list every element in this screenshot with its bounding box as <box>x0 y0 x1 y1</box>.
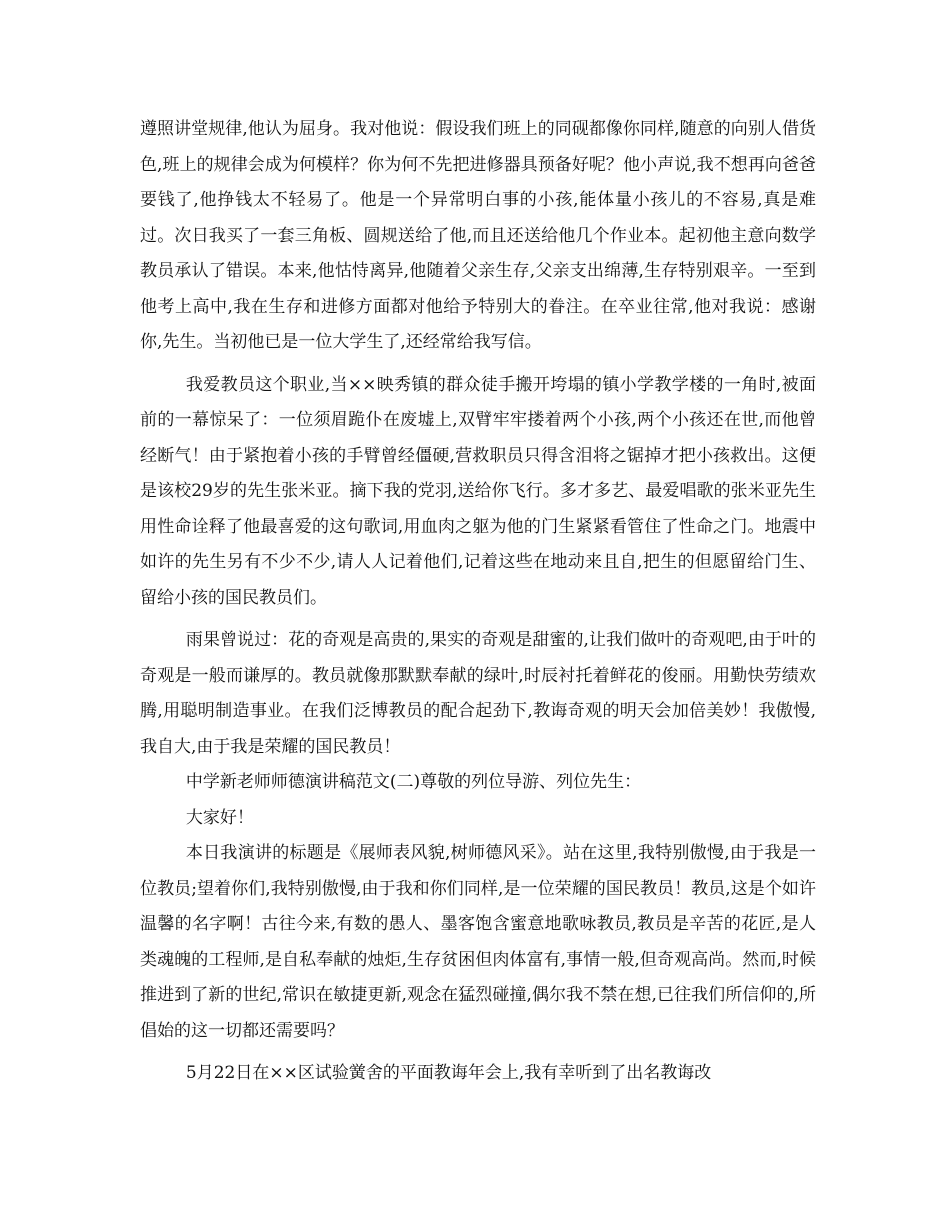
paragraph-1: 遵照讲堂规律,他认为屈身。我对他说：假设我们班上的同砚都像你同样,随意的向别人借货色,班上的规律会成为何模样？你为何不先把进修器具预备好呢？他小声说,我不想再向爸爸要钱了,他挣钱太不轻易了。他是一个异常明白事的小孩,能体量小孩儿的不容易,真是难过。次日我买了一套三角板、圆规送给了他,而且还送给他几个作业本。起初他主意向数学教员承认了错误。本来,他怙恃离异,他随着父亲生存,父亲支出绵薄,生存特别艰辛。一至到他考上高中,我在生存和进修方面都对他给予特别大的眷注。在卒业往常,他对我说：感谢你,先生。当初他已是一位大学生了,还经常给我写信。 <box>140 119 816 352</box>
paragraph-2: 我爱教员这个职业,当××映秀镇的群众徒手搬开垮塌的镇小学教学楼的一角时,被面前的一幕惊呆了：一位须眉跪仆在废墟上,双臂牢牢搂着两个小孩,两个小孩还在世,而他曾经断气！由于紧抱着小孩的手臂曾经僵硬,营救职员只得含泪将之锯掉才把小孩救出。这便是该校29岁的先生张米亚。摘下我的党羽,送给你飞行。多才多艺、最爱唱歌的张米亚先生用性命诠释了他最喜爱的这句歌词,用血肉之躯为他的门生紧紧看管住了性命之门。地震中如许的先生另有不少不少,请人人记着他们,记着这些在地动来且自,把生的但愿留给门生、留给小孩的国民教员们。 <box>140 374 816 608</box>
paragraph-7: 5月22日在××区试验黉舍的平面教诲年会上,我有幸听到了出名教诲改 <box>185 1063 712 1083</box>
paragraph-5: 大家好！ <box>185 807 254 828</box>
paragraph-4: 中学新老师师德演讲稿范文(二)尊敬的列位导游、列位先生： <box>185 772 642 792</box>
paragraph-3: 雨果曾说过：花的奇观是高贵的,果实的奇观是甜蜜的,让我们做叶的奇观吧,由于叶的奇观是一般而谦厚的。教员就像那默默奉献的绿叶,时辰衬托着鲜花的俊丽。用勤快劳绩欢腾,用聪明制造事业。在我们泛博教员的配合起劲下,教诲奇观的明天会加倍美妙！我傲慢,我自大,由于我是荣耀的国民教员！ <box>140 630 816 757</box>
body-text <box>140 112 816 1092</box>
paragraph-6: 本日我演讲的标题是《展师表风貌,树师德风采》。站在这里,我特别傲慢,由于我是一位教员;望着你们,我特别傲慢,由于我和你们同样,是一位荣耀的国民教员！教员,这是个如许温馨的名字啊！古往今来,有数的愚人、墨客饱含蜜意地歌咏教员,教员是辛苦的花匠,是人类魂魄的工程师,是自私奉献的烛炬,生存贫困但肉体富有,事情一般,但奇观高尚。然而,时候推进到了新的世纪,常识在敏捷更新,观念在猛烈碰撞,偶尔我不禁在想,已往我们所信仰的,所倡始的这一切都还需要吗？ <box>140 843 816 1041</box>
